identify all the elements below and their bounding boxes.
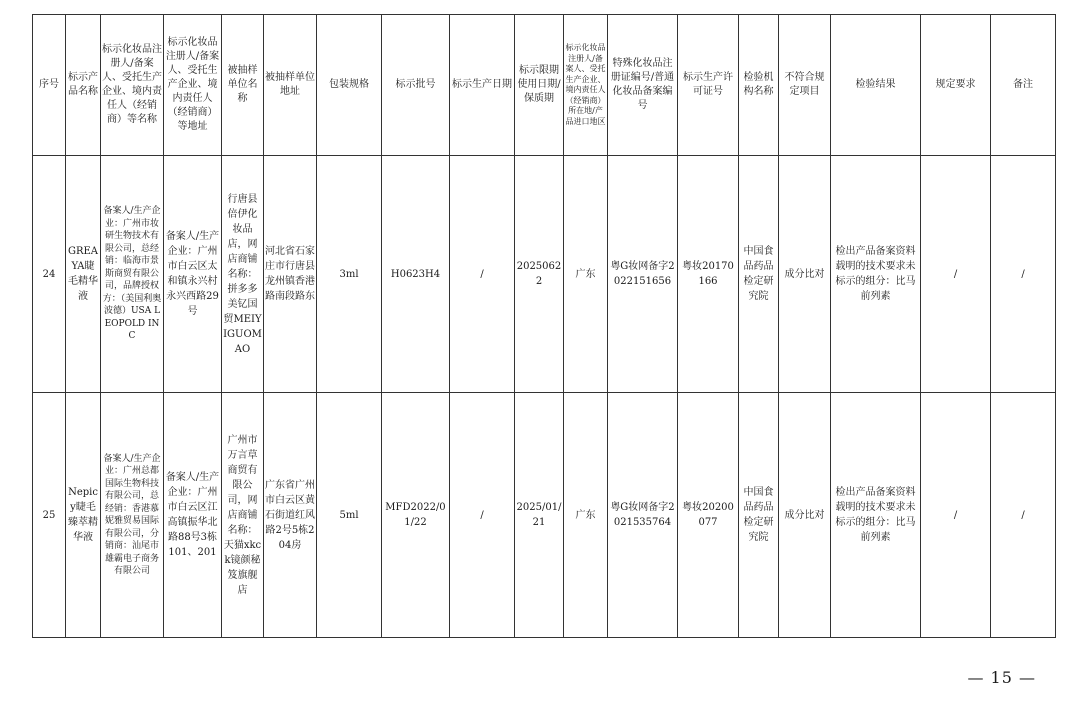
cell-inspection-agency: 中国食品药品检定研究院: [739, 156, 779, 393]
header-sampled-unit-name: 被抽样单位名称: [222, 15, 264, 156]
sampling-results-table: [32, 14, 1056, 638]
cell-sampled-unit-address: 河北省石家庄市行唐县龙州镇香港路南段路东: [264, 156, 317, 393]
header-sampled-unit-address: 被抽样单位地址: [264, 15, 317, 156]
cell-production-date: /: [450, 393, 515, 638]
header-expiry-date: 标示限期使用日期/保质期: [515, 15, 564, 156]
header-inspection-agency: 检验机构名称: [739, 15, 779, 156]
page-number: — 15 —: [967, 668, 1036, 687]
cell-registration-number: 粤G妆网备字2021535764: [608, 393, 678, 638]
header-registration-number: 特殊化妆品注册证编号/普通化妆品备案编号: [608, 15, 678, 156]
header-requirement: 规定要求: [921, 15, 991, 156]
cell-registrant-name: 备案人/生产企业：广州市妆研生物技术有限公司，总经销：临海市景斯商贸有限公司，品牌授权方：（美国利奥波德）USA LEOPOLD INC: [101, 156, 164, 393]
cell-batch-number: MFD2022/01/22: [382, 393, 450, 638]
cell-remarks: /: [991, 393, 1056, 638]
cell-serial-number: 25: [33, 393, 66, 638]
cell-product-name: GREAYA睫毛精华液: [66, 156, 101, 393]
cell-inspection-agency: 中国食品药品检定研究院: [739, 393, 779, 638]
cell-requirement: /: [921, 156, 991, 393]
cell-remarks: /: [991, 156, 1056, 393]
cell-inspection-result: 检出产品备案资料载明的技术要求未标示的组分：比马前列素: [831, 156, 921, 393]
cell-product-name: Nepicy睫毛臻萃精华液: [66, 393, 101, 638]
cell-origin-region: 广东: [564, 393, 608, 638]
header-row: [33, 15, 1056, 156]
cell-expiry-date: 20250622: [515, 156, 564, 393]
cell-inspection-result: 检出产品备案资料载明的技术要求未标示的组分：比马前列素: [831, 393, 921, 638]
cell-registration-number: 粤G妆网备字2022151656: [608, 156, 678, 393]
cell-registrant-address: 备案人/生产企业：广州市白云区太和镇永兴村永兴西路29号: [164, 156, 222, 393]
cell-production-license: 粤妆20170166: [678, 156, 739, 393]
header-origin-region: 标示化妆品注册人/备案人、受托生产企业、境内责任人（经销商）所在地/产品进口地区: [564, 15, 608, 156]
cell-registrant-address: 备案人/生产企业：广州市白云区江高镇振华北路88号3栋101、201: [164, 393, 222, 638]
cell-batch-number: H0623H4: [382, 156, 450, 393]
cell-expiry-date: 2025/01/21: [515, 393, 564, 638]
cell-nonconforming-item: 成分比对: [779, 156, 831, 393]
cell-production-license: 粤妆20200077: [678, 393, 739, 638]
cell-sampled-unit-name: 广州市万言草商贸有限公司，网店商铺名称：天猫xkck镜颜秘笈旗舰店: [222, 393, 264, 638]
header-inspection-result: 检验结果: [831, 15, 921, 156]
header-registrant-address: 标示化妆品注册人/备案人、受托生产企业、境内责任人（经销商）等地址: [164, 15, 222, 156]
cell-package-size: 5ml: [317, 393, 382, 638]
header-product-name: 标示产品名称: [66, 15, 101, 156]
cell-origin-region: 广东: [564, 156, 608, 393]
header-serial-number: 序号: [33, 15, 66, 156]
cell-package-size: 3ml: [317, 156, 382, 393]
cell-serial-number: 24: [33, 156, 66, 393]
cell-production-date: /: [450, 156, 515, 393]
cell-sampled-unit-address: 广东省广州市白云区黄石街道红风路2号5栋204房: [264, 393, 317, 638]
header-nonconforming-item: 不符合规定项目: [779, 15, 831, 156]
header-remarks: 备注: [991, 15, 1056, 156]
cell-nonconforming-item: 成分比对: [779, 393, 831, 638]
header-production-date: 标示生产日期: [450, 15, 515, 156]
cell-registrant-name: 备案人/生产企业：广州总都国际生物科技有限公司，总经销：香港慕妮雅贸易国际有限公司，分销商：汕尾市雄霸电子商务有限公司: [101, 393, 164, 638]
cell-sampled-unit-name: 行唐县倍伊化妆品店，网店商铺名称：拼多多美钇国贸MEIYIGUOMAO: [222, 156, 264, 393]
table-row: [33, 393, 1056, 638]
header-registrant-name: 标示化妆品注册人/备案人、受托生产企业、境内责任人（经销商）等名称: [101, 15, 164, 156]
header-batch-number: 标示批号: [382, 15, 450, 156]
header-package-size: 包装规格: [317, 15, 382, 156]
cell-requirement: /: [921, 393, 991, 638]
header-production-license: 标示生产许可证号: [678, 15, 739, 156]
table-row: [33, 156, 1056, 393]
